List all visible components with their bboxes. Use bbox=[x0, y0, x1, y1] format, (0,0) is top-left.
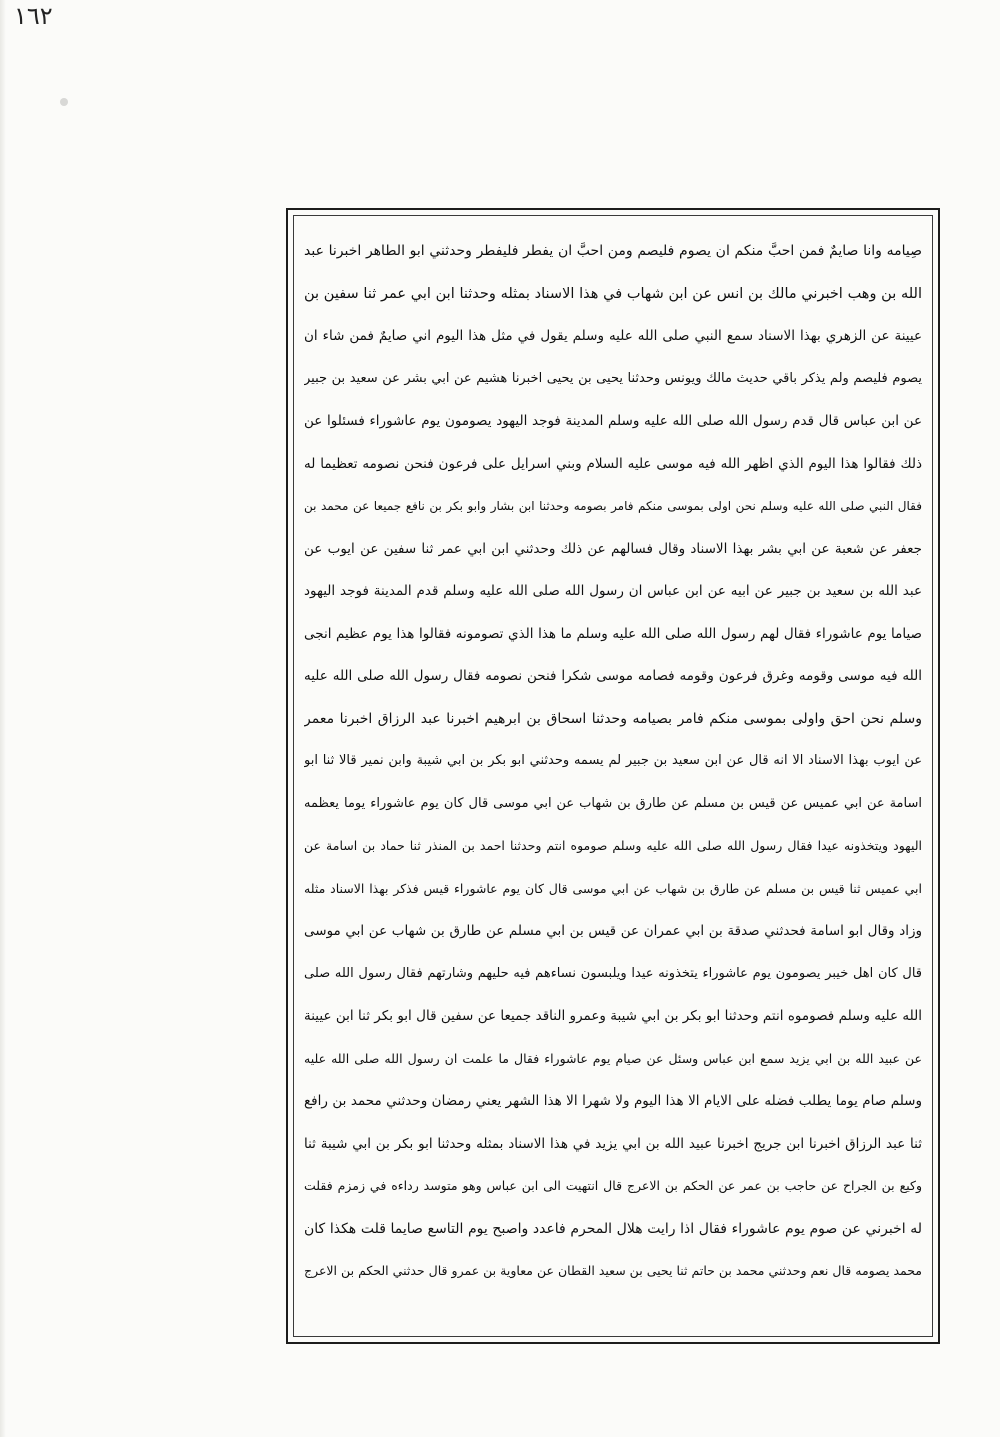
text-line: وسلم صام يوما يطلب فضله على الايام الا هذا اليوم ولا شهرا الا هذا الشهر يعني رمضان وحدثني محمد بن رافع bbox=[304, 1093, 922, 1109]
text-border-inner bbox=[293, 215, 933, 1337]
text-line: عبد الله بن سعيد بن جبير عن ابيه عن ابن عباس ان رسول الله صلى الله عليه وسلم قدم المدينة فوجد اليهود bbox=[304, 583, 922, 599]
text-line: ثنا عبد الرزاق اخبرنا ابن جريج اخبرنا عبيد الله بن ابي يزيد في هذا الاسناد بمثله وحدثنا ابو بكر بن ابي شيبة ثنا bbox=[304, 1135, 922, 1152]
text-line: ابي عميس ثنا قيس بن مسلم عن طارق بن شهاب عن ابي موسى قال كان يوم عاشوراء قيس فذكر بهذا الاسناد مثله bbox=[304, 880, 922, 896]
text-line: الله عليه وسلم فصوموه انتم وحدثنا ابو بكر بن ابي شيبة وعمرو الناقد جميعا عن سفين قال ابو بكر ثنا ابن عيينة bbox=[304, 1008, 922, 1024]
text-line: قال كان اهل خيبر يصومون يوم عاشوراء يتخذونه عيدا ويلبسون نساءهم فيه حليهم وشارتهم فقال رسول الله صلى bbox=[304, 965, 922, 981]
text-line: اليهود ويتخذونه عيدا فقال رسول الله صلى الله عليه وسلم صوموه انتم وحدثنا احمد بن المنذر ثنا حماد بن اسامة عن bbox=[304, 838, 922, 853]
text-line: ذلك فقالوا هذا اليوم الذي اظهر الله فيه موسى عليه السلام وبني اسرايل على فرعون فنحن نصومه تعظيما له bbox=[304, 455, 922, 472]
text-line: الله فيه موسى وقومه وغرق فرعون وقومه فصامه موسى شكرا فنحن نصومه فقال رسول الله صلى الله عليه bbox=[304, 668, 922, 684]
text-line: اسامة عن ابي عميس عن قيس بن مسلم عن طارق بن شهاب عن ابي موسى قال كان يوم عاشوراء يوما يعظمه bbox=[304, 795, 922, 811]
text-line: وسلم نحن احق واولى بموسى منكم فامر بصيامه وحدثنا اسحاق بن ابرهيم اخبرنا عبد الرزاق اخبرنا معمر bbox=[304, 710, 922, 727]
text-line: يصوم فليصم ولم يذكر باقي حديث مالك ويونس وحدثنا يحيى بن يحيى اخبرنا هشيم عن ابي بشر عن سعيد بن جبير bbox=[304, 370, 922, 386]
page-number: ١٦٢ bbox=[14, 2, 53, 30]
text-line: صِيامه وانا صايمٌ فمن احبَّ منكم ان يصوم فليصم ومن احبَّ ان يفطر فليفطر وحدثني ابو الطاهر اخبرنا عبد bbox=[304, 243, 922, 259]
text-line: فقال النبي صلى الله عليه وسلم نحن اولى بموسى منكم فامر بصومه وحدثنا ابن بشار وابو بكر بن نافع جميعا عن محمد بن bbox=[304, 499, 922, 513]
text-line: عيينة عن الزهري بهذا الاسناد سمع النبي صلى الله عليه وسلم يقول في مثل هذا اليوم اني صايمٌ فمن شاء ان bbox=[304, 328, 922, 344]
text-line: عن ايوب بهذا الاسناد الا انه قال عن ابن سعيد بن جبير لم يسمه وحدثني ابو بكر بن ابي شيبة وابن نمير قالا ثنا ابو bbox=[304, 753, 922, 768]
manuscript-text-block bbox=[304, 230, 922, 1293]
text-border-frame bbox=[286, 208, 940, 1344]
text-line: وكيع بن الجراح عن حاجب بن عمر عن الحكم بن الاعرج قال انتهيت الى ابن عباس وهو متوسد رداءه في زمزم فقلت bbox=[304, 1178, 922, 1193]
text-line: جعفر عن شعبة عن ابي بشر بهذا الاسناد وقال فسالهم عن ذلك وحدثني ابن ابي عمر ثنا سفين عن ايوب عن bbox=[304, 540, 922, 557]
text-line: وزاد وقال ابو اسامة فحدثني صدقة بن ابي عمران عن قيس بن ابي مسلم عن طارق بن شهاب عن ابي موسى bbox=[304, 923, 922, 939]
text-line: محمد يصومه قال نعم وحدثني محمد بن حاتم ثنا يحيى بن سعيد القطان عن معاوية بن عمرو قال حدثني الحكم بن الاعرج bbox=[304, 1263, 922, 1278]
text-line: الله بن وهب اخبرني مالك بن انس عن ابن شهاب في هذا الاسناد بمثله وحدثنا ابن ابي عمر ثنا سفين بن bbox=[304, 285, 922, 302]
text-line: عن ابن عباس قال قدم رسول الله صلى الله عليه وسلم المدينة فوجد اليهود يصومون يوم عاشوراء فسئلوا عن bbox=[304, 413, 922, 429]
text-line: صياما يوم عاشوراء فقال لهم رسول الله صلى الله عليه وسلم ما هذا الذي تصومونه فقالوا هذا يوم عظيم انجى bbox=[304, 625, 922, 642]
ink-speck bbox=[60, 98, 68, 106]
text-line: عن عبيد الله بن ابي يزيد سمع ابن عباس وسئل عن صيام يوم عاشوراء فقال ما علمت ان رسول الله صلى الله عليه bbox=[304, 1050, 922, 1066]
page-binding-edge bbox=[0, 0, 6, 1437]
text-line: له اخبرني عن صوم يوم عاشوراء فقال اذا رايت هلال المحرم فاعدد واصبح يوم التاسع صايما قلت هكذا كان bbox=[304, 1220, 922, 1237]
